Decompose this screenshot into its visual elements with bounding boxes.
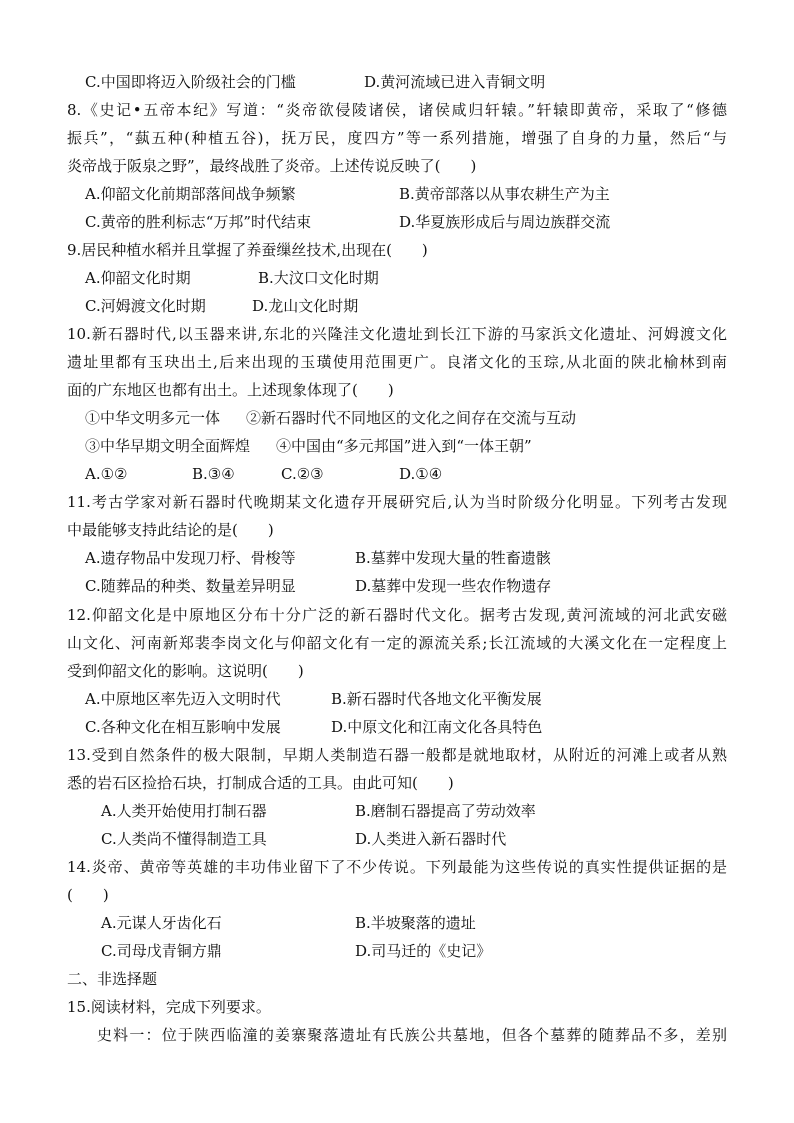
q9-option-b: B.大汶口文化时期 [258,269,379,287]
q11-option-c: C.随葬品的种类、数量差异明显 [85,577,296,595]
q9-stem: 9.居民种植水稻并且掌握了养蚕缫丝技术,出现在( ) [67,241,428,259]
q11-stem-line1: 11.考古学家对新石器时代晚期某文化遗存开展研究后,认为当时阶级分化明显。下列考古发现 [67,493,727,511]
q14-option-c: C.司母戊青铜方鼎 [101,942,222,960]
q15-stem: 15.阅读材料，完成下列要求。 [67,998,271,1016]
q10-item-3: ③中华早期文明全面辉煌 [85,437,251,455]
q13-option-c: C.人类尚不懂得制造工具 [101,830,267,848]
q11-option-d: D.墓葬中发现一些农作物遗存 [355,577,552,595]
q13-option-a: A.人类开始使用打制石器 [101,802,267,820]
q9-option-a: A.仰韶文化时期 [85,269,191,287]
q12-stem-line2: 山文化、河南新郑裴李岗文化与仰韶文化有一定的源流关系;长江流域的大溪文化在一定程度上 [67,634,727,652]
q9-option-c: C.河姆渡文化时期 [85,297,206,315]
q8-stem-line1: 8.《史记•五帝本纪》写道：“炎帝欲侵陵诸侯，诸侯咸归轩辕。”轩辕即黄帝，采取了“修德 [67,101,727,119]
q12-option-a: A.中原地区率先迈入文明时代 [85,690,281,708]
q7-option-d: D.黄河流域已进入青铜文明 [364,73,546,91]
q14-option-a: A.元谋人牙齿化石 [101,914,222,932]
q9-option-d: D.龙山文化时期 [252,297,359,315]
q12-option-b: B.新石器时代各地文化平衡发展 [331,690,542,708]
q10-option-d: D.①④ [399,465,443,483]
q12-option-c: C.各种文化在相互影响中发展 [85,718,281,736]
q8-stem-line2: 振兵”，“蓺五种(种植五谷)，抚万民，度四方”等一系列措施，增强了自身的力量，然后“与 [67,129,727,147]
q14-stem-line2: ( ) [67,886,109,904]
q10-option-b: B.③④ [192,465,235,483]
q14-stem-line1: 14.炎帝、黄帝等英雄的丰功伟业留下了不少传说。下列最能为这些传说的真实性提供证据的是 [67,858,727,876]
q13-option-b: B.磨制石器提高了劳动效率 [355,802,536,820]
q15-material-1-line1: 史料一：位于陕西临潼的姜寨聚落遗址有氏族公共墓地，但各个墓葬的随葬品不多，差别 [97,1026,727,1044]
q14-option-b: B.半坡聚落的遗址 [355,914,476,932]
q10-item-1: ①中华文明多元一体 [85,409,221,427]
q12-stem-line1: 12.仰韶文化是中原地区分布十分广泛的新石器时代文化。据考古发现,黄河流域的河北武安磁 [67,606,727,624]
q10-stem-line3: 面的广东地区也都有出土。上述现象体现了( ) [67,381,394,399]
q11-option-a: A.遗存物品中发现刀杼、骨梭等 [85,549,296,567]
q12-stem-line3: 受到仰韶文化的影响。这说明( ) [67,662,304,680]
q14-option-d: D.司马迁的《史记》 [355,942,492,960]
q8-option-d: D.华夏族形成后与周边族群交流 [399,213,611,231]
q7-option-c: C.中国即将迈入阶级社会的门槛 [85,73,296,91]
q13-stem-line2: 悉的岩石区捡拾石块，打制成合适的工具。由此可知( ) [67,774,454,792]
q8-stem-line3: 炎帝战于阪泉之野”，最终战胜了炎帝。上述传说反映了( ) [67,157,477,175]
q13-option-d: D.人类进入新石器时代 [355,830,507,848]
q11-stem-line2: 中最能够支持此结论的是( ) [67,521,274,539]
q10-item-2: ②新石器时代不同地区的文化之间存在交流与互动 [246,409,577,427]
q12-option-d: D.中原文化和江南文化各具特色 [331,718,543,736]
q10-stem-line2: 遗址里都有玉玦出土,后来出现的玉璜使用范围更广。良渚文化的玉琮,从北面的陕北榆林到南 [67,353,727,371]
q8-option-b: B.黄帝部落以从事农耕生产为主 [399,185,610,203]
q11-option-b: B.墓葬中发现大量的牲畜遗骸 [355,549,551,567]
q10-option-c: C.②③ [281,465,324,483]
q13-stem-line1: 13.受到自然条件的极大限制，早期人类制造石器一般都是就地取材，从附近的河滩上或者从熟 [67,746,727,764]
q8-option-a: A.仰韶文化前期部落间战争频繁 [85,185,296,203]
q10-stem-line1: 10.新石器时代,以玉器来讲,东北的兴隆洼文化遗址到长江下游的马家浜文化遗址、河姆渡文化 [67,325,727,343]
section-2-heading: 二、非选择题 [67,970,158,988]
q10-option-a: A.①② [85,465,128,483]
q8-option-c: C.黄帝的胜利标志“万邦”时代结束 [85,213,312,231]
q10-item-4: ④中国由“多元邦国”进入到“一体王朝” [276,437,532,455]
